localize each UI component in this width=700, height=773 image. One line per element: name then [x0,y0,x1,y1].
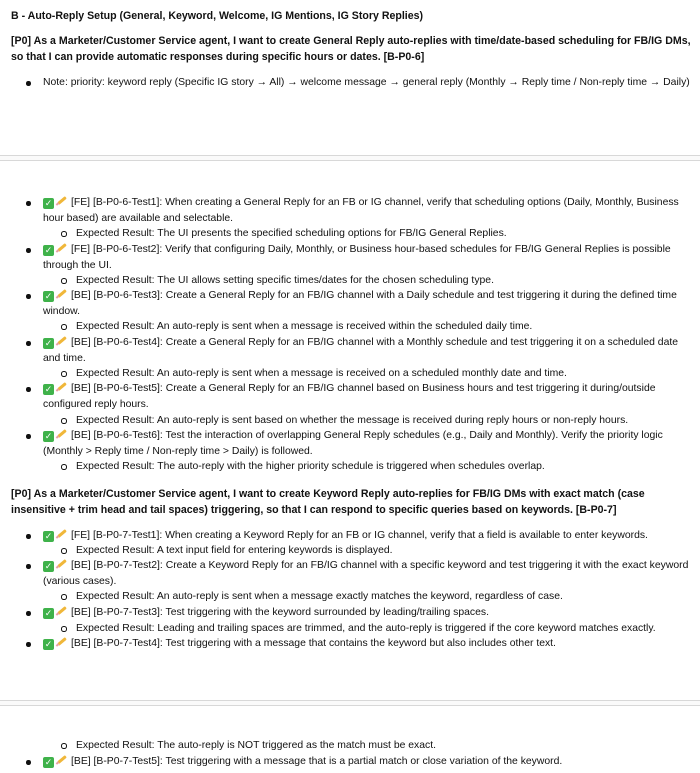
test-item: ✓ [BE] [B-P0-6-Test5]: Create a General Reply for an FB/IG channel based on Business hours and test triggering it during/outside configured reply hours. [43,381,692,412]
check-mark-icon: ✓ [44,245,53,255]
check-mark-icon: ✓ [44,338,53,348]
page-break [0,155,700,161]
check-mark-icon: ✓ [44,431,53,441]
expected-result: Expected Result: Leading and trailing spaces are trimmed, and the auto-reply is triggered if the core keyword matches exactly. [76,621,692,637]
test-item: ✓ [FE] [B-P0-7-Test1]: When creating a Keyword Reply for an FB or IG channel, verify that a field is available to enter keywords. [43,528,692,544]
check-mark-icon: ✓ [44,639,53,649]
pencil-icon [56,195,68,206]
pencil-icon [56,558,68,569]
story-title-b-p0-7: [P0] As a Marketer/Customer Service agent, I want to create Keyword Reply auto-replies for FB/IG DMs with exact match (case insensitive + trim head and tail spaces) triggering, so that I can respond to specific queries based on keywords. [B-P0-7] [11,488,645,516]
check-mark-icon: ✓ [44,561,53,571]
pencil-icon [56,605,68,616]
check-mark-icon: ✓ [44,608,53,618]
check-mark-icon: ✓ [44,757,53,767]
expected-result: Expected Result: The auto-reply with the higher priority schedule is triggered when schedules overlap. [76,459,692,475]
expected-result: Expected Result: An auto-reply is sent when a message is received within the scheduled daily time. [76,319,692,335]
pencil-icon [56,242,68,253]
pencil-icon [56,428,68,439]
pencil-icon [56,528,68,539]
pencil-icon [56,636,68,647]
test-item: ✓ [FE] [B-P0-6-Test2]: Verify that configuring Daily, Monthly, or Business hour-based schedules for FB/IG General Replies is possible through the UI. [43,242,692,273]
expected-result: Expected Result: The auto-reply is NOT triggered as the match must be exact. [76,738,692,754]
expected-result: Expected Result: An auto-reply is sent based on whether the message is received during reply hours or non-reply hours. [76,413,692,429]
test-item: ✓ [BE] [B-P0-7-Test5]: Test triggering with a message that is a partial match or close variation of the keyword. [43,754,692,770]
test-item: ✓ [FE] [B-P0-6-Test1]: When creating a General Reply for an FB or IG channel, verify that scheduling options (Daily, Monthly, Business hour based) are available and selectable. [43,195,692,226]
section-title: B - Auto-Reply Setup (General, Keyword, Welcome, IG Mentions, IG Story Replies) [11,10,424,22]
expected-result: Expected Result: An auto-reply is sent when a message is received on a scheduled monthly date and time. [76,366,692,382]
story-title-b-p0-6: [P0] As a Marketer/Customer Service agent, I want to create General Reply auto-replies with time/date-based scheduling for FB/IG DMs, so that I can provide automatic responses during specific hours or dates. [B-P0-6] [11,35,691,63]
expected-result: Expected Result: The UI presents the specified scheduling options for FB/IG General Replies. [76,226,692,242]
pencil-icon [56,288,68,299]
expected-result: Expected Result: The UI allows setting specific times/dates for the chosen scheduling type. [76,273,692,289]
priority-note: Note: priority: keyword reply (Specific IG story → All) → welcome message → general reply (Monthly → Reply time / Non-reply time → Daily) [43,75,692,91]
pencil-icon [56,754,68,765]
test-item: ✓ [BE] [B-P0-7-Test4]: Test triggering with a message that contains the keyword but also includes other text. [43,636,692,652]
pencil-icon [56,335,68,346]
expected-result: Expected Result: An auto-reply is sent when a message exactly matches the keyword, regardless of case. [76,589,692,605]
test-item: ✓ [BE] [B-P0-6-Test6]: Test the interaction of overlapping General Reply schedules (e.g., Daily and Monthly). Verify the priority logic (Monthly > Reply time / Non-reply time > Daily) is followed. [43,428,692,459]
check-mark-icon: ✓ [44,198,53,208]
pencil-icon [56,381,68,392]
check-mark-icon: ✓ [44,384,53,394]
test-item: ✓ [BE] [B-P0-7-Test3]: Test triggering with the keyword surrounded by leading/trailing spaces. [43,605,692,621]
check-mark-icon: ✓ [44,531,53,541]
page-break [0,700,700,706]
test-item: ✓ [BE] [B-P0-6-Test4]: Create a General Reply for an FB/IG channel with a Monthly schedule and test triggering it on a scheduled date and time. [43,335,692,366]
test-item: ✓ [BE] [B-P0-7-Test2]: Create a Keyword Reply for an FB/IG channel with a specific keyword and test triggering it with the exact keyword (various cases). [43,558,692,589]
check-mark-icon: ✓ [44,291,53,301]
expected-result: Expected Result: A text input field for entering keywords is displayed. [76,543,692,559]
test-item: ✓ [BE] [B-P0-6-Test3]: Create a General Reply for an FB/IG channel with a Daily schedule and test triggering it during the defined time window. [43,288,692,319]
